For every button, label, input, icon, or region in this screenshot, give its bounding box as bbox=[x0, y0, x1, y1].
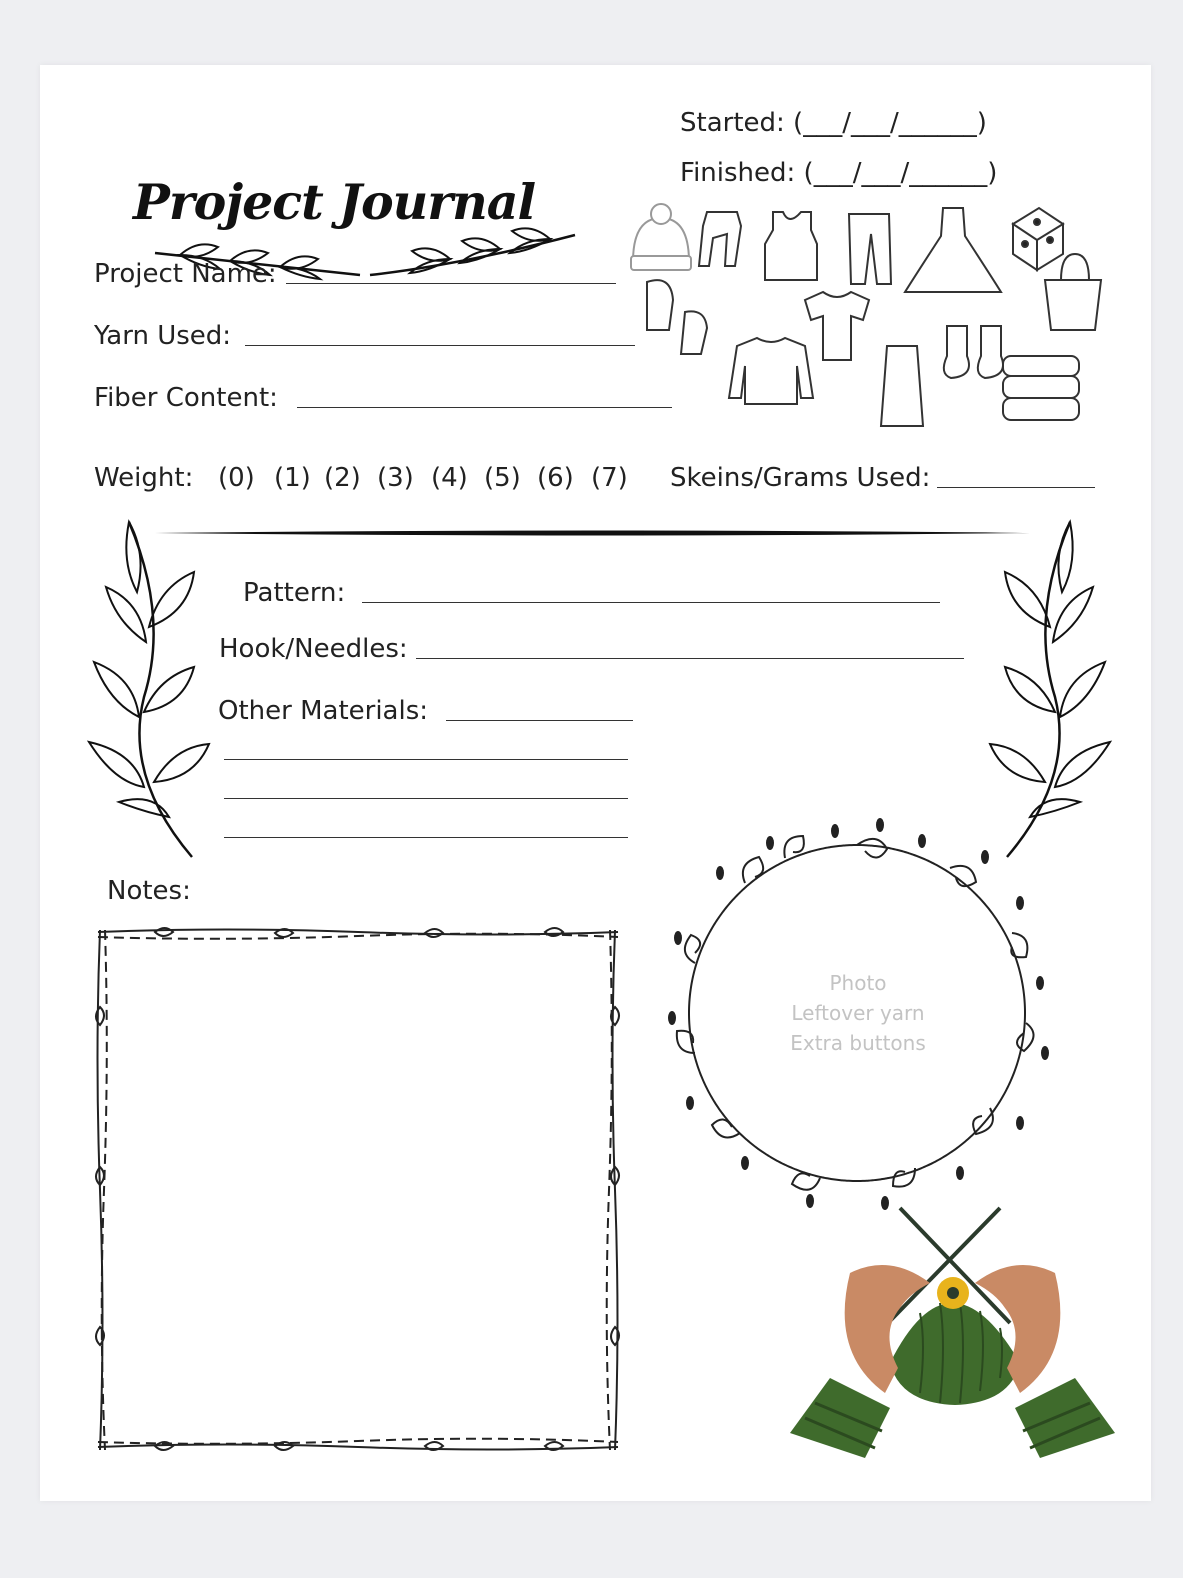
fiber-content-label: Fiber Content: bbox=[94, 383, 278, 413]
sweater-icon bbox=[729, 338, 813, 404]
blanket-icon bbox=[1003, 356, 1079, 420]
project-name-line[interactable] bbox=[286, 283, 616, 284]
weight-option-3[interactable]: (3) bbox=[377, 463, 414, 493]
other-materials-label: Other Materials: bbox=[218, 696, 429, 726]
tank-top-icon bbox=[765, 212, 817, 280]
other-materials-line-4[interactable] bbox=[224, 837, 628, 838]
weight-label: Weight: bbox=[94, 463, 194, 493]
divider bbox=[155, 527, 1030, 539]
weight-option-6[interactable]: (6) bbox=[537, 463, 574, 493]
dress-icon bbox=[905, 208, 1001, 292]
weight-option-5[interactable]: (5) bbox=[484, 463, 521, 493]
knitting-hands-icon bbox=[790, 1203, 1120, 1463]
beanie-icon bbox=[631, 204, 691, 270]
weight-option-4[interactable]: (4) bbox=[431, 463, 468, 493]
photo-caption bbox=[748, 968, 968, 1058]
tshirt-icon bbox=[805, 292, 869, 360]
other-materials-line[interactable] bbox=[446, 720, 633, 721]
other-materials-line-3[interactable] bbox=[224, 798, 628, 799]
notes-box[interactable] bbox=[95, 927, 622, 1454]
hook-needles-line[interactable] bbox=[416, 658, 964, 659]
started-value: (___/___/______) bbox=[793, 108, 987, 138]
page-title: Project Journal bbox=[133, 173, 536, 231]
finished-field[interactable] bbox=[680, 158, 997, 188]
weight-option-1[interactable]: (1) bbox=[274, 463, 311, 493]
skeins-label: Skeins/Grams Used: bbox=[670, 463, 931, 493]
laurel-right-icon bbox=[995, 517, 1115, 862]
other-materials-line-2[interactable] bbox=[224, 759, 628, 760]
socks-icon bbox=[944, 326, 1003, 378]
laurel-left-icon bbox=[84, 517, 204, 862]
started-label: Started: bbox=[680, 108, 785, 138]
finished-label: Finished: bbox=[680, 158, 796, 188]
scarf-icon bbox=[699, 212, 741, 266]
mittens-icon bbox=[647, 280, 707, 354]
finished-value: (___/___/______) bbox=[803, 158, 998, 188]
dice-icon bbox=[1013, 208, 1063, 270]
yarn-used-line[interactable] bbox=[245, 345, 635, 346]
photo-caption-line-2: Leftover yarn bbox=[791, 1001, 925, 1025]
journal-page bbox=[40, 65, 1151, 1501]
hook-needles-label: Hook/Needles: bbox=[219, 634, 408, 664]
clothing-icons bbox=[625, 200, 1120, 490]
started-field[interactable] bbox=[680, 108, 987, 138]
fiber-content-line[interactable] bbox=[297, 407, 672, 408]
pattern-line[interactable] bbox=[362, 602, 940, 603]
project-name-label: Project Name: bbox=[94, 259, 277, 289]
yarn-used-label: Yarn Used: bbox=[94, 321, 232, 351]
weight-option-0[interactable]: (0) bbox=[218, 463, 255, 493]
tote-bag-icon bbox=[1045, 254, 1101, 330]
photo-caption-line-1: Photo bbox=[829, 971, 887, 995]
photo-caption-line-3: Extra buttons bbox=[790, 1031, 926, 1055]
pants-icon bbox=[849, 214, 891, 284]
weight-option-2[interactable]: (2) bbox=[324, 463, 361, 493]
notes-label: Notes: bbox=[107, 876, 191, 906]
skirt-icon bbox=[881, 346, 923, 426]
weight-option-7[interactable]: (7) bbox=[591, 463, 628, 493]
pattern-label: Pattern: bbox=[243, 578, 346, 608]
